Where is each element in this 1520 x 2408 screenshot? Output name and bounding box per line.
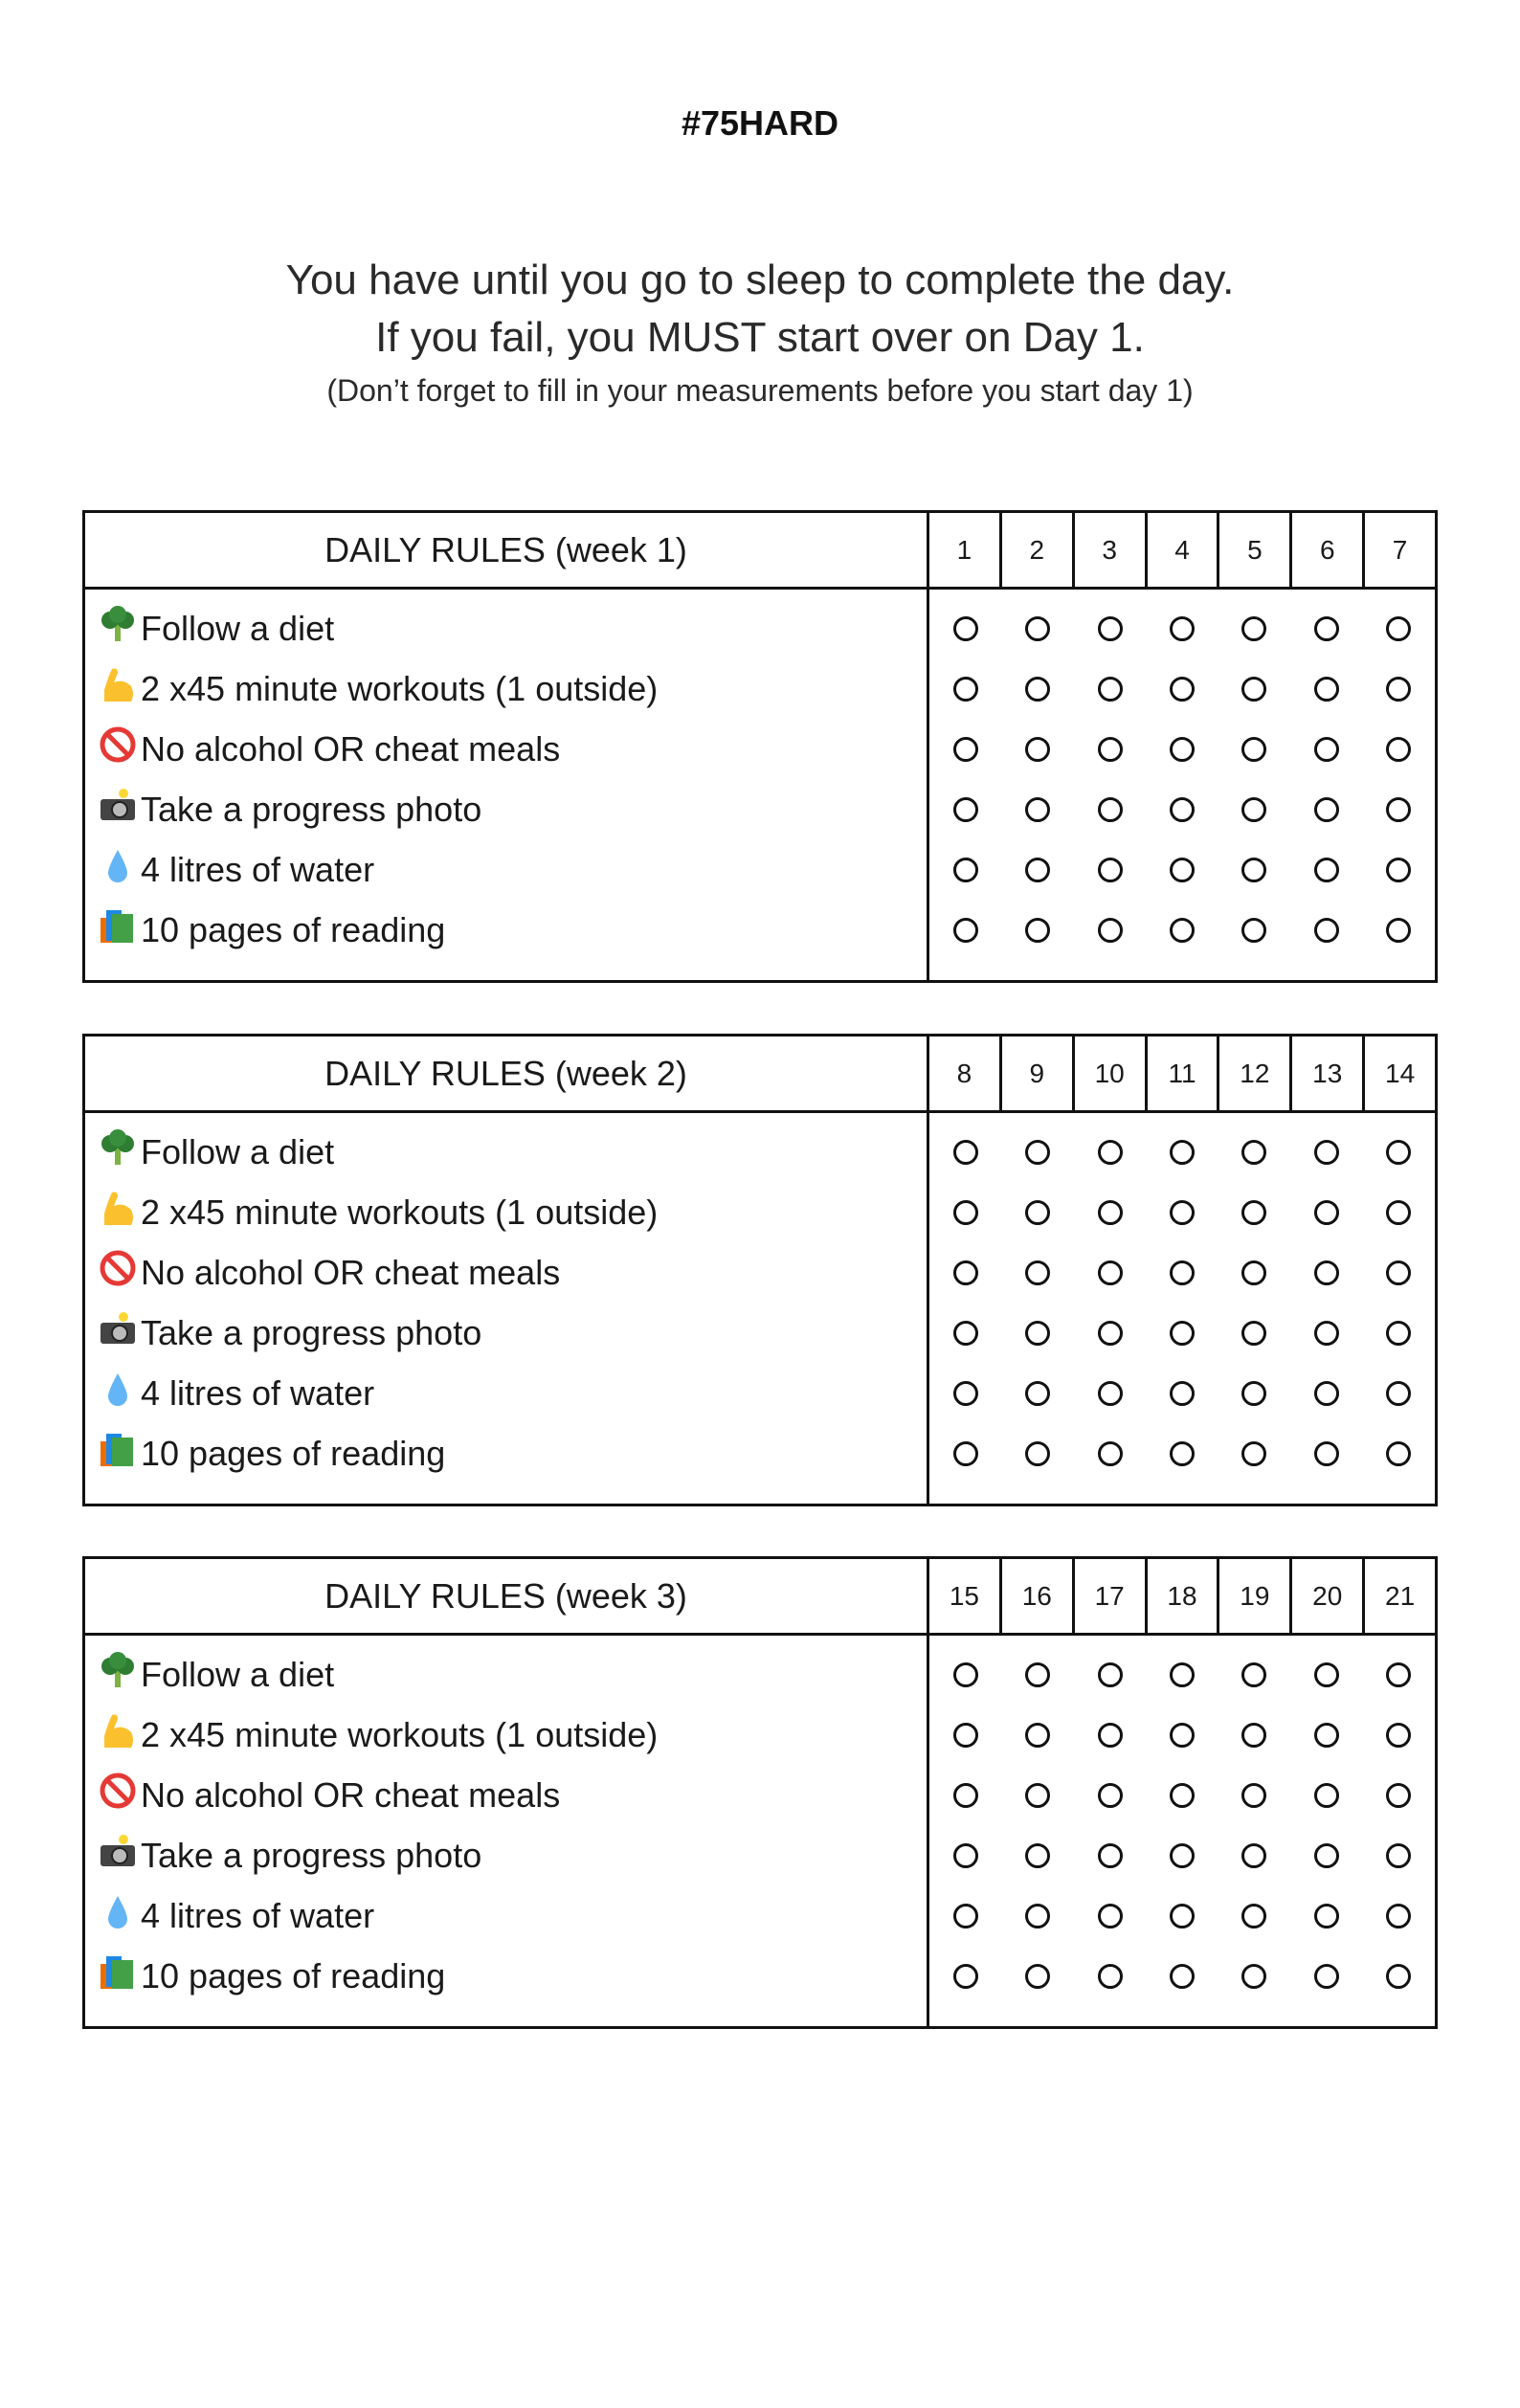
day-checkbox[interactable]: [1241, 1723, 1266, 1748]
rule-row: [85, 598, 1435, 658]
day-checkbox[interactable]: [1314, 737, 1339, 762]
day-checkbox[interactable]: [1314, 1843, 1339, 1868]
day-number: 20: [1292, 1559, 1365, 1633]
intro-line-2: If you fail, you MUST start over on Day 1.: [375, 314, 1145, 361]
day-checkbox[interactable]: [1025, 677, 1050, 702]
day-number: 7: [1392, 534, 1408, 565]
day-checkbox[interactable]: [1170, 1260, 1195, 1285]
day-checkbox[interactable]: [1314, 1904, 1339, 1929]
rule-row: [85, 1363, 1435, 1423]
day-checkbox[interactable]: [1025, 858, 1050, 882]
week-header: [85, 1559, 1435, 1636]
day-checkbox[interactable]: [1025, 1964, 1050, 1989]
rule-label-cell: [85, 906, 929, 953]
day-checkbox[interactable]: [1241, 918, 1266, 943]
day-checkbox[interactable]: [953, 616, 978, 641]
day-checkbox[interactable]: [1386, 1381, 1411, 1406]
day-number: 12: [1219, 1037, 1292, 1110]
day-checkboxes: [929, 797, 1435, 822]
rule-label: 2 x45 minute workouts (1 outside): [141, 1714, 659, 1754]
rule-row: [85, 1765, 1435, 1825]
day-checkbox[interactable]: [1314, 1381, 1339, 1406]
day-checkboxes: [929, 1381, 1435, 1406]
broccoli-icon: [99, 1651, 141, 1698]
day-checkbox[interactable]: [1170, 1200, 1195, 1225]
day-checkbox[interactable]: [1386, 1904, 1411, 1929]
day-checkbox[interactable]: [1241, 616, 1266, 641]
day-checkbox[interactable]: [1170, 918, 1195, 943]
day-checkbox[interactable]: [1386, 1964, 1411, 1989]
day-checkbox[interactable]: [1170, 1783, 1195, 1808]
day-checkbox[interactable]: [1314, 1260, 1339, 1285]
week-body: [85, 1636, 1435, 2026]
day-checkbox[interactable]: [1170, 1381, 1195, 1406]
day-checkbox[interactable]: [1098, 616, 1123, 641]
day-checkbox[interactable]: [1314, 1964, 1339, 1989]
flexed-biceps-icon: [99, 1711, 141, 1758]
rule-row: [85, 779, 1435, 839]
day-checkbox[interactable]: [1025, 1321, 1050, 1346]
rule-label: 10 pages of reading: [141, 909, 446, 949]
day-checkboxes: [929, 1140, 1435, 1165]
books-icon: [99, 1952, 141, 1999]
day-checkbox[interactable]: [1098, 1321, 1123, 1346]
day-number: 16: [1002, 1559, 1075, 1633]
rule-label: Take a progress photo: [141, 789, 482, 829]
day-checkbox[interactable]: [1170, 1904, 1195, 1929]
day-checkbox[interactable]: [1098, 858, 1123, 882]
day-number: 8: [929, 1037, 1002, 1110]
day-checkbox[interactable]: [953, 797, 978, 822]
day-checkbox[interactable]: [1314, 918, 1339, 943]
day-checkboxes: [929, 677, 1435, 702]
rule-row: [85, 1946, 1435, 2006]
day-checkbox[interactable]: [953, 1200, 978, 1225]
day-number: 1: [929, 513, 1002, 587]
books-icon: [99, 906, 141, 953]
day-checkbox[interactable]: [1025, 1441, 1050, 1466]
day-checkbox[interactable]: [1025, 737, 1050, 762]
day-checkbox[interactable]: [1314, 1662, 1339, 1687]
rule-label-cell: [85, 846, 929, 893]
day-checkboxes: [929, 1964, 1435, 1989]
day-checkbox[interactable]: [953, 1964, 978, 1989]
day-checkbox[interactable]: [1241, 1964, 1266, 1989]
rule-row: [85, 1705, 1435, 1765]
day-number: 13: [1292, 1037, 1365, 1110]
day-checkbox[interactable]: [1386, 1260, 1411, 1285]
day-checkboxes: [929, 1441, 1435, 1466]
rule-label: 4 litres of water: [141, 1895, 375, 1935]
day-number: 17: [1075, 1559, 1148, 1633]
day-number: 18: [1148, 1559, 1220, 1633]
day-checkbox[interactable]: [1314, 1200, 1339, 1225]
day-checkbox[interactable]: [953, 858, 978, 882]
day-number: 15: [929, 1559, 1002, 1633]
day-checkbox[interactable]: [1098, 1200, 1123, 1225]
day-checkbox[interactable]: [1241, 1321, 1266, 1346]
day-checkbox[interactable]: [1241, 1381, 1266, 1406]
day-checkbox[interactable]: [1098, 1843, 1123, 1868]
day-checkbox[interactable]: [1386, 616, 1411, 641]
day-checkbox[interactable]: [1314, 616, 1339, 641]
rule-label-cell: [85, 1249, 929, 1296]
rule-label: Follow a diet: [141, 1131, 335, 1171]
day-number: 11: [1148, 1037, 1220, 1110]
rule-row: [85, 1644, 1435, 1705]
rule-label-cell: [85, 1430, 929, 1477]
day-checkbox[interactable]: [1386, 1783, 1411, 1808]
day-checkboxes: [929, 1904, 1435, 1929]
books-icon: [99, 1430, 141, 1477]
camera-flash-icon: [99, 1832, 141, 1879]
day-checkbox[interactable]: [1170, 1723, 1195, 1748]
page-title: #75HARD: [681, 103, 839, 143]
day-number: 19: [1219, 1559, 1292, 1633]
rule-label-cell: [85, 1309, 929, 1356]
day-number: 14: [1385, 1058, 1416, 1088]
rule-row: [85, 1825, 1435, 1885]
day-checkbox[interactable]: [1241, 1140, 1266, 1165]
rule-label: No alcohol OR cheat meals: [141, 728, 561, 769]
day-checkbox[interactable]: [1241, 737, 1266, 762]
day-checkbox[interactable]: [1170, 1441, 1195, 1466]
intro-note: (Don’t forget to fill in your measurements before you start day 1): [326, 373, 1194, 408]
day-checkbox[interactable]: [1025, 1723, 1050, 1748]
rule-label-cell: [85, 1189, 929, 1236]
broccoli-icon: [99, 1128, 141, 1175]
day-checkbox[interactable]: [953, 1381, 978, 1406]
day-number: 10: [1075, 1037, 1148, 1110]
week-body: [85, 590, 1435, 980]
day-checkbox[interactable]: [1170, 1662, 1195, 1687]
day-checkbox[interactable]: [1025, 1662, 1050, 1687]
day-checkbox[interactable]: [1025, 1140, 1050, 1165]
day-number: 3: [1075, 513, 1148, 587]
day-checkbox[interactable]: [1241, 677, 1266, 702]
day-checkbox[interactable]: [1386, 918, 1411, 943]
rule-label-cell: [85, 1651, 929, 1698]
day-checkboxes: [929, 1843, 1435, 1868]
camera-flash-icon: [99, 1309, 141, 1356]
day-checkbox[interactable]: [1025, 616, 1050, 641]
rule-label-cell: [85, 1711, 929, 1758]
day-checkbox[interactable]: [1170, 737, 1195, 762]
rule-row: [85, 1242, 1435, 1303]
rule-label: Follow a diet: [141, 1654, 335, 1694]
day-checkbox[interactable]: [1098, 797, 1123, 822]
week-title: DAILY RULES (week 2): [85, 1037, 929, 1110]
day-checkbox[interactable]: [1386, 677, 1411, 702]
day-checkbox[interactable]: [1386, 1843, 1411, 1868]
day-checkbox[interactable]: [1098, 1723, 1123, 1748]
rule-label: 10 pages of reading: [141, 1433, 446, 1473]
day-checkbox[interactable]: [1241, 1441, 1266, 1466]
week-table-1: [82, 510, 1438, 983]
day-number: 5: [1219, 513, 1292, 587]
rule-label-cell: [85, 1128, 929, 1175]
day-checkbox[interactable]: [1170, 1140, 1195, 1165]
day-checkbox[interactable]: [1025, 1381, 1050, 1406]
day-checkbox[interactable]: [1025, 797, 1050, 822]
prohibited-icon: [99, 1772, 141, 1818]
day-checkbox[interactable]: [1241, 1260, 1266, 1285]
day-checkbox[interactable]: [1098, 677, 1123, 702]
rule-row: [85, 1182, 1435, 1242]
day-checkbox[interactable]: [1098, 1381, 1123, 1406]
droplet-icon: [99, 846, 141, 893]
day-checkbox[interactable]: [953, 1662, 978, 1687]
day-checkboxes: [929, 1723, 1435, 1748]
day-checkbox[interactable]: [1098, 1783, 1123, 1808]
day-checkbox[interactable]: [953, 1441, 978, 1466]
day-checkbox[interactable]: [953, 677, 978, 702]
rule-label: No alcohol OR cheat meals: [141, 1252, 561, 1292]
day-checkboxes: [929, 1662, 1435, 1687]
day-checkbox[interactable]: [1098, 1140, 1123, 1165]
day-checkbox[interactable]: [1314, 1723, 1339, 1748]
day-checkbox[interactable]: [1386, 737, 1411, 762]
day-checkboxes: [929, 737, 1435, 762]
day-checkbox[interactable]: [1098, 918, 1123, 943]
rule-label: Take a progress photo: [141, 1312, 482, 1352]
rule-label-cell: [85, 665, 929, 712]
day-checkbox[interactable]: [1386, 858, 1411, 882]
rule-row: [85, 1122, 1435, 1182]
day-checkbox[interactable]: [1025, 1843, 1050, 1868]
rule-label-cell: [85, 1892, 929, 1939]
intro-line-1: You have until you go to sleep to complete the day.: [285, 256, 1235, 303]
day-checkbox[interactable]: [1025, 1200, 1050, 1225]
droplet-icon: [99, 1892, 141, 1939]
flexed-biceps-icon: [99, 665, 141, 712]
day-checkbox[interactable]: [953, 737, 978, 762]
rule-row: [85, 1423, 1435, 1483]
day-number: 6: [1292, 513, 1365, 587]
day-number: 21: [1385, 1580, 1416, 1611]
day-checkbox[interactable]: [1098, 1441, 1123, 1466]
day-number: 9: [1002, 1037, 1075, 1110]
rule-label: 4 litres of water: [141, 1372, 375, 1413]
day-checkbox[interactable]: [953, 1723, 978, 1748]
rule-label-cell: [85, 605, 929, 652]
day-checkbox[interactable]: [1170, 797, 1195, 822]
day-checkbox[interactable]: [953, 918, 978, 943]
day-number: 4: [1148, 513, 1220, 587]
rule-label-cell: [85, 1952, 929, 1999]
prohibited-icon: [99, 725, 141, 772]
rule-label: Follow a diet: [141, 608, 335, 648]
day-number: 2: [1002, 513, 1075, 587]
day-checkbox[interactable]: [1025, 1904, 1050, 1929]
day-checkboxes: [929, 1260, 1435, 1285]
week-title: DAILY RULES (week 1): [85, 513, 929, 587]
rule-label: 2 x45 minute workouts (1 outside): [141, 1192, 659, 1232]
day-checkbox[interactable]: [1098, 1662, 1123, 1687]
week-title: DAILY RULES (week 3): [85, 1559, 929, 1633]
rule-row: [85, 719, 1435, 779]
day-checkbox[interactable]: [1386, 1321, 1411, 1346]
rule-label: 2 x45 minute workouts (1 outside): [141, 668, 659, 708]
day-checkbox[interactable]: [1170, 616, 1195, 641]
day-checkbox[interactable]: [1241, 1783, 1266, 1808]
day-checkbox[interactable]: [1098, 1904, 1123, 1929]
week-body: [85, 1113, 1435, 1504]
rule-row: [85, 839, 1435, 900]
day-checkbox[interactable]: [1314, 1321, 1339, 1346]
day-checkbox[interactable]: [1098, 1964, 1123, 1989]
day-checkbox[interactable]: [1314, 1441, 1339, 1466]
droplet-icon: [99, 1370, 141, 1416]
day-checkbox[interactable]: [1025, 918, 1050, 943]
day-checkbox[interactable]: [953, 1904, 978, 1929]
day-checkbox[interactable]: [1170, 1964, 1195, 1989]
broccoli-icon: [99, 605, 141, 652]
day-checkbox[interactable]: [1241, 797, 1266, 822]
day-checkbox[interactable]: [1386, 1723, 1411, 1748]
day-checkbox[interactable]: [953, 1260, 978, 1285]
day-checkbox[interactable]: [1386, 1662, 1411, 1687]
day-checkbox[interactable]: [1098, 1260, 1123, 1285]
day-checkbox[interactable]: [1241, 1662, 1266, 1687]
day-checkboxes: [929, 858, 1435, 882]
day-checkbox[interactable]: [1170, 1843, 1195, 1868]
day-checkbox[interactable]: [1386, 1200, 1411, 1225]
day-checkbox[interactable]: [953, 1140, 978, 1165]
day-checkboxes: [929, 1783, 1435, 1808]
rule-row: [85, 658, 1435, 719]
day-checkbox[interactable]: [1314, 1140, 1339, 1165]
flexed-biceps-icon: [99, 1189, 141, 1236]
day-checkbox[interactable]: [1170, 858, 1195, 882]
rule-label-cell: [85, 1772, 929, 1818]
rule-label: Take a progress photo: [141, 1835, 482, 1875]
camera-flash-icon: [99, 786, 141, 833]
day-checkboxes: [929, 616, 1435, 641]
day-checkboxes: [929, 1321, 1435, 1346]
day-checkbox[interactable]: [1314, 1783, 1339, 1808]
rule-label: No alcohol OR cheat meals: [141, 1774, 561, 1815]
rule-row: [85, 900, 1435, 960]
day-checkbox[interactable]: [1025, 1260, 1050, 1285]
day-checkbox[interactable]: [1241, 1200, 1266, 1225]
day-checkbox[interactable]: [1386, 1140, 1411, 1165]
day-checkbox[interactable]: [1170, 1321, 1195, 1346]
day-checkbox[interactable]: [953, 1843, 978, 1868]
day-checkbox[interactable]: [1241, 1904, 1266, 1929]
rule-label-cell: [85, 1370, 929, 1416]
day-checkboxes: [929, 918, 1435, 943]
day-checkbox[interactable]: [1241, 858, 1266, 882]
rule-label-cell: [85, 725, 929, 772]
day-checkboxes: [929, 1200, 1435, 1225]
day-checkbox[interactable]: [953, 1321, 978, 1346]
day-checkbox[interactable]: [1170, 677, 1195, 702]
day-checkbox[interactable]: [1098, 737, 1123, 762]
rule-label-cell: [85, 1832, 929, 1879]
day-checkbox[interactable]: [1241, 1843, 1266, 1868]
rule-label: 4 litres of water: [141, 849, 375, 889]
day-checkbox[interactable]: [1025, 1783, 1050, 1808]
day-checkbox[interactable]: [1314, 858, 1339, 882]
prohibited-icon: [99, 1249, 141, 1296]
day-checkbox[interactable]: [1314, 797, 1339, 822]
rule-row: [85, 1303, 1435, 1363]
rule-row: [85, 1885, 1435, 1946]
day-checkbox[interactable]: [1386, 797, 1411, 822]
day-checkbox[interactable]: [953, 1783, 978, 1808]
week-header: [85, 1037, 1435, 1113]
week-table-3: [82, 1556, 1438, 2029]
week-table-2: [82, 1034, 1438, 1506]
rule-label: 10 pages of reading: [141, 1955, 446, 1996]
week-header: [85, 513, 1435, 590]
rule-label-cell: [85, 786, 929, 833]
day-checkbox[interactable]: [1314, 677, 1339, 702]
day-checkbox[interactable]: [1386, 1441, 1411, 1466]
